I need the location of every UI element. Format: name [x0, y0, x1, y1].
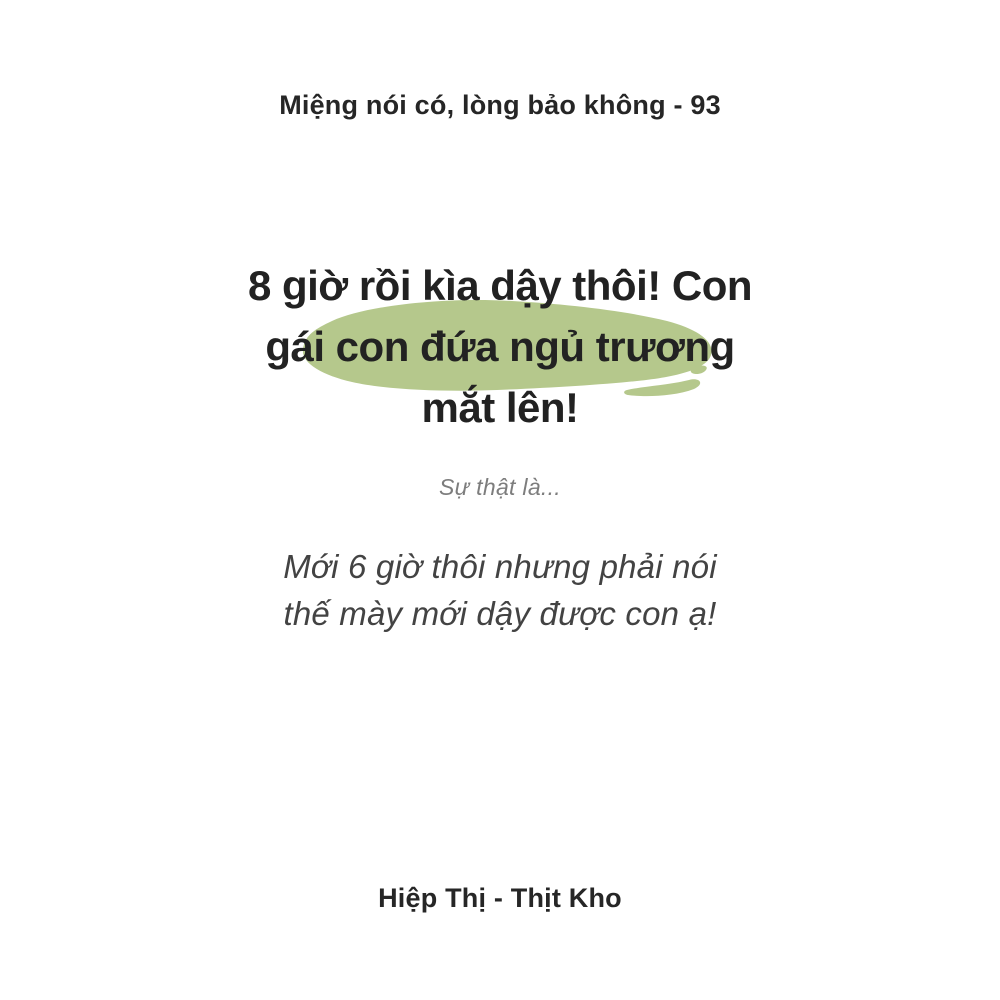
punchline-line-2: thế mày mới dậy được con ạ! — [283, 595, 717, 632]
headline-line-1: 8 giờ rồi kìa dậy thôi! Con — [247, 262, 753, 309]
headline-line-3: mắt lên! — [421, 384, 579, 431]
footer-signature: Hiệp Thị - Thịt Kho — [378, 883, 622, 913]
punchline — [0, 543, 1000, 637]
headline — [0, 255, 1000, 438]
lead-in-text: Sự thật là... — [438, 474, 562, 500]
headline-line-2: gái con đứa ngủ trương — [265, 323, 735, 370]
running-header: Miệng nói có, lòng bảo không - 93 — [279, 90, 721, 120]
punchline-line-1: Mới 6 giờ thôi nhưng phải nói — [283, 548, 717, 585]
